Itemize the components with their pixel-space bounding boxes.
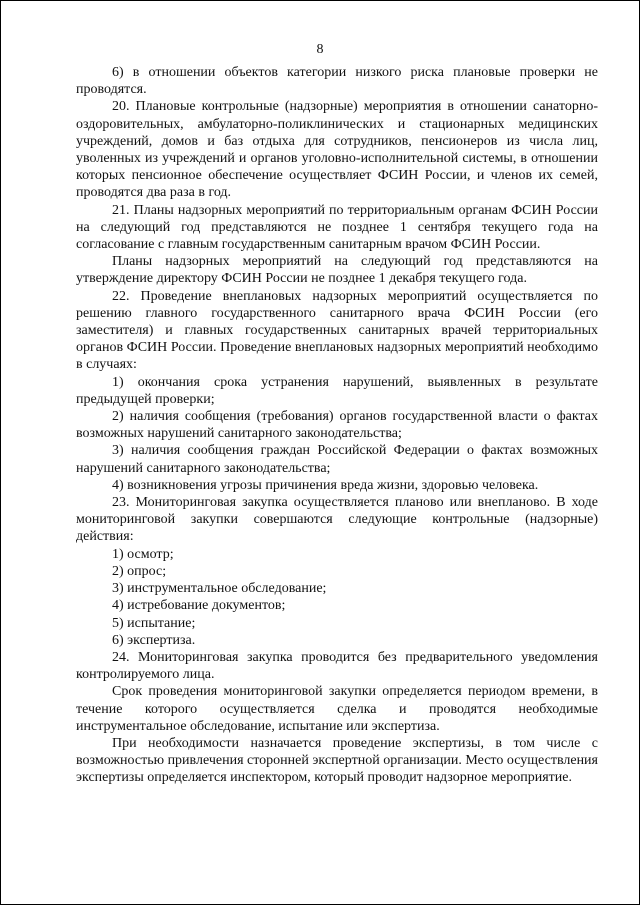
list-item-inspection: 1) осмотр; (112, 546, 174, 562)
paragraph-24-expertise: При необходимости назначается проведение экспертизы, в том числе с возможностью привлечения сторонней экспертной организации. Место осуществления экспертизы определяется инспектором, который проводит надзорное мероприятие. (76, 735, 598, 786)
paragraph-item-6-low-risk: 6) в отношении объектов категории низкого риска плановые проверки не проводятся. (76, 65, 598, 98)
list-item-survey: 2) опрос; (112, 563, 167, 579)
paragraph-24-term: Срок проведения мониторинговой закупки определяется периодом времени, в течение которого осуществляется сделка и проводятся необходимые инструментальное обследование, испытание или экспертиза. (76, 684, 598, 734)
paragraph-20: 20. Плановые контрольные (надзорные) мероприятия в отношении санаторно-оздоровительных, амбулаторно-поликлинических и стационарных медицинских учреждений, домов и баз отдыха для сотрудников, пенсионеров из числа лиц, уволенных из учреждений и органов уголовно-исполнительной системы, в отношении которых пенсионное обеспечение осуществляет ФСИН России, и членов их семей, проводятся два раза в год. (76, 99, 598, 201)
list-item-instrumental-examination: 3) инструментальное обследование; (112, 581, 327, 597)
list-item-expertise: 6) экспертиза. (112, 632, 196, 648)
paragraph-22-case-1: 1) окончания срока устранения нарушений, выявленных в результате предыдущей проверки; (76, 374, 598, 407)
list-item-document-request: 4) истребование документов; (112, 598, 286, 614)
list-item-testing: 5) испытание; (112, 615, 196, 631)
paragraph-22-case-4: 4) возникновения угрозы причинения вреда жизни, здоровью человека. (112, 477, 539, 493)
paragraph-21-plans-approval: Планы надзорных мероприятий на следующий год представляются на утверждение директору ФСИН России не позднее 1 декабря текущего года. (76, 254, 598, 287)
page-number: 8 (316, 42, 324, 57)
document-body (76, 64, 598, 787)
paragraph-24: 24. Мониторинговая закупка проводится без предварительного уведомления контролируемого лица. (76, 649, 598, 683)
paragraph-22: 22. Проведение внеплановых надзорных мероприятий осуществляется по решению главного государственного санитарного врача ФСИН России (его заместителя) и главных государственных санитарных врачей территориальных органов ФСИН России. Проведение внеплановых надзорных мероприятий необходимо в случаях: (76, 288, 598, 373)
paragraph-22-case-3: 3) наличия сообщения граждан Российской Федерации о фактах возможных нарушений санитарного законодательства; (76, 443, 598, 476)
paragraph-22-case-2: 2) наличия сообщения (требования) органов государственной власти о фактах возможных нарушений санитарного законодательства; (76, 409, 598, 442)
paragraph-21: 21. Планы надзорных мероприятий по территориальным органам ФСИН России на следующий год представляются не позднее 1 сентября текущего года на согласование с главным государственным санитарным врачом ФСИН России. (76, 202, 598, 253)
paragraph-23: 23. Мониторинговая закупка осуществляется планово или внепланово. В ходе мониторинговой закупки совершаются следующие контрольные (надзорные) действия: (76, 495, 598, 545)
